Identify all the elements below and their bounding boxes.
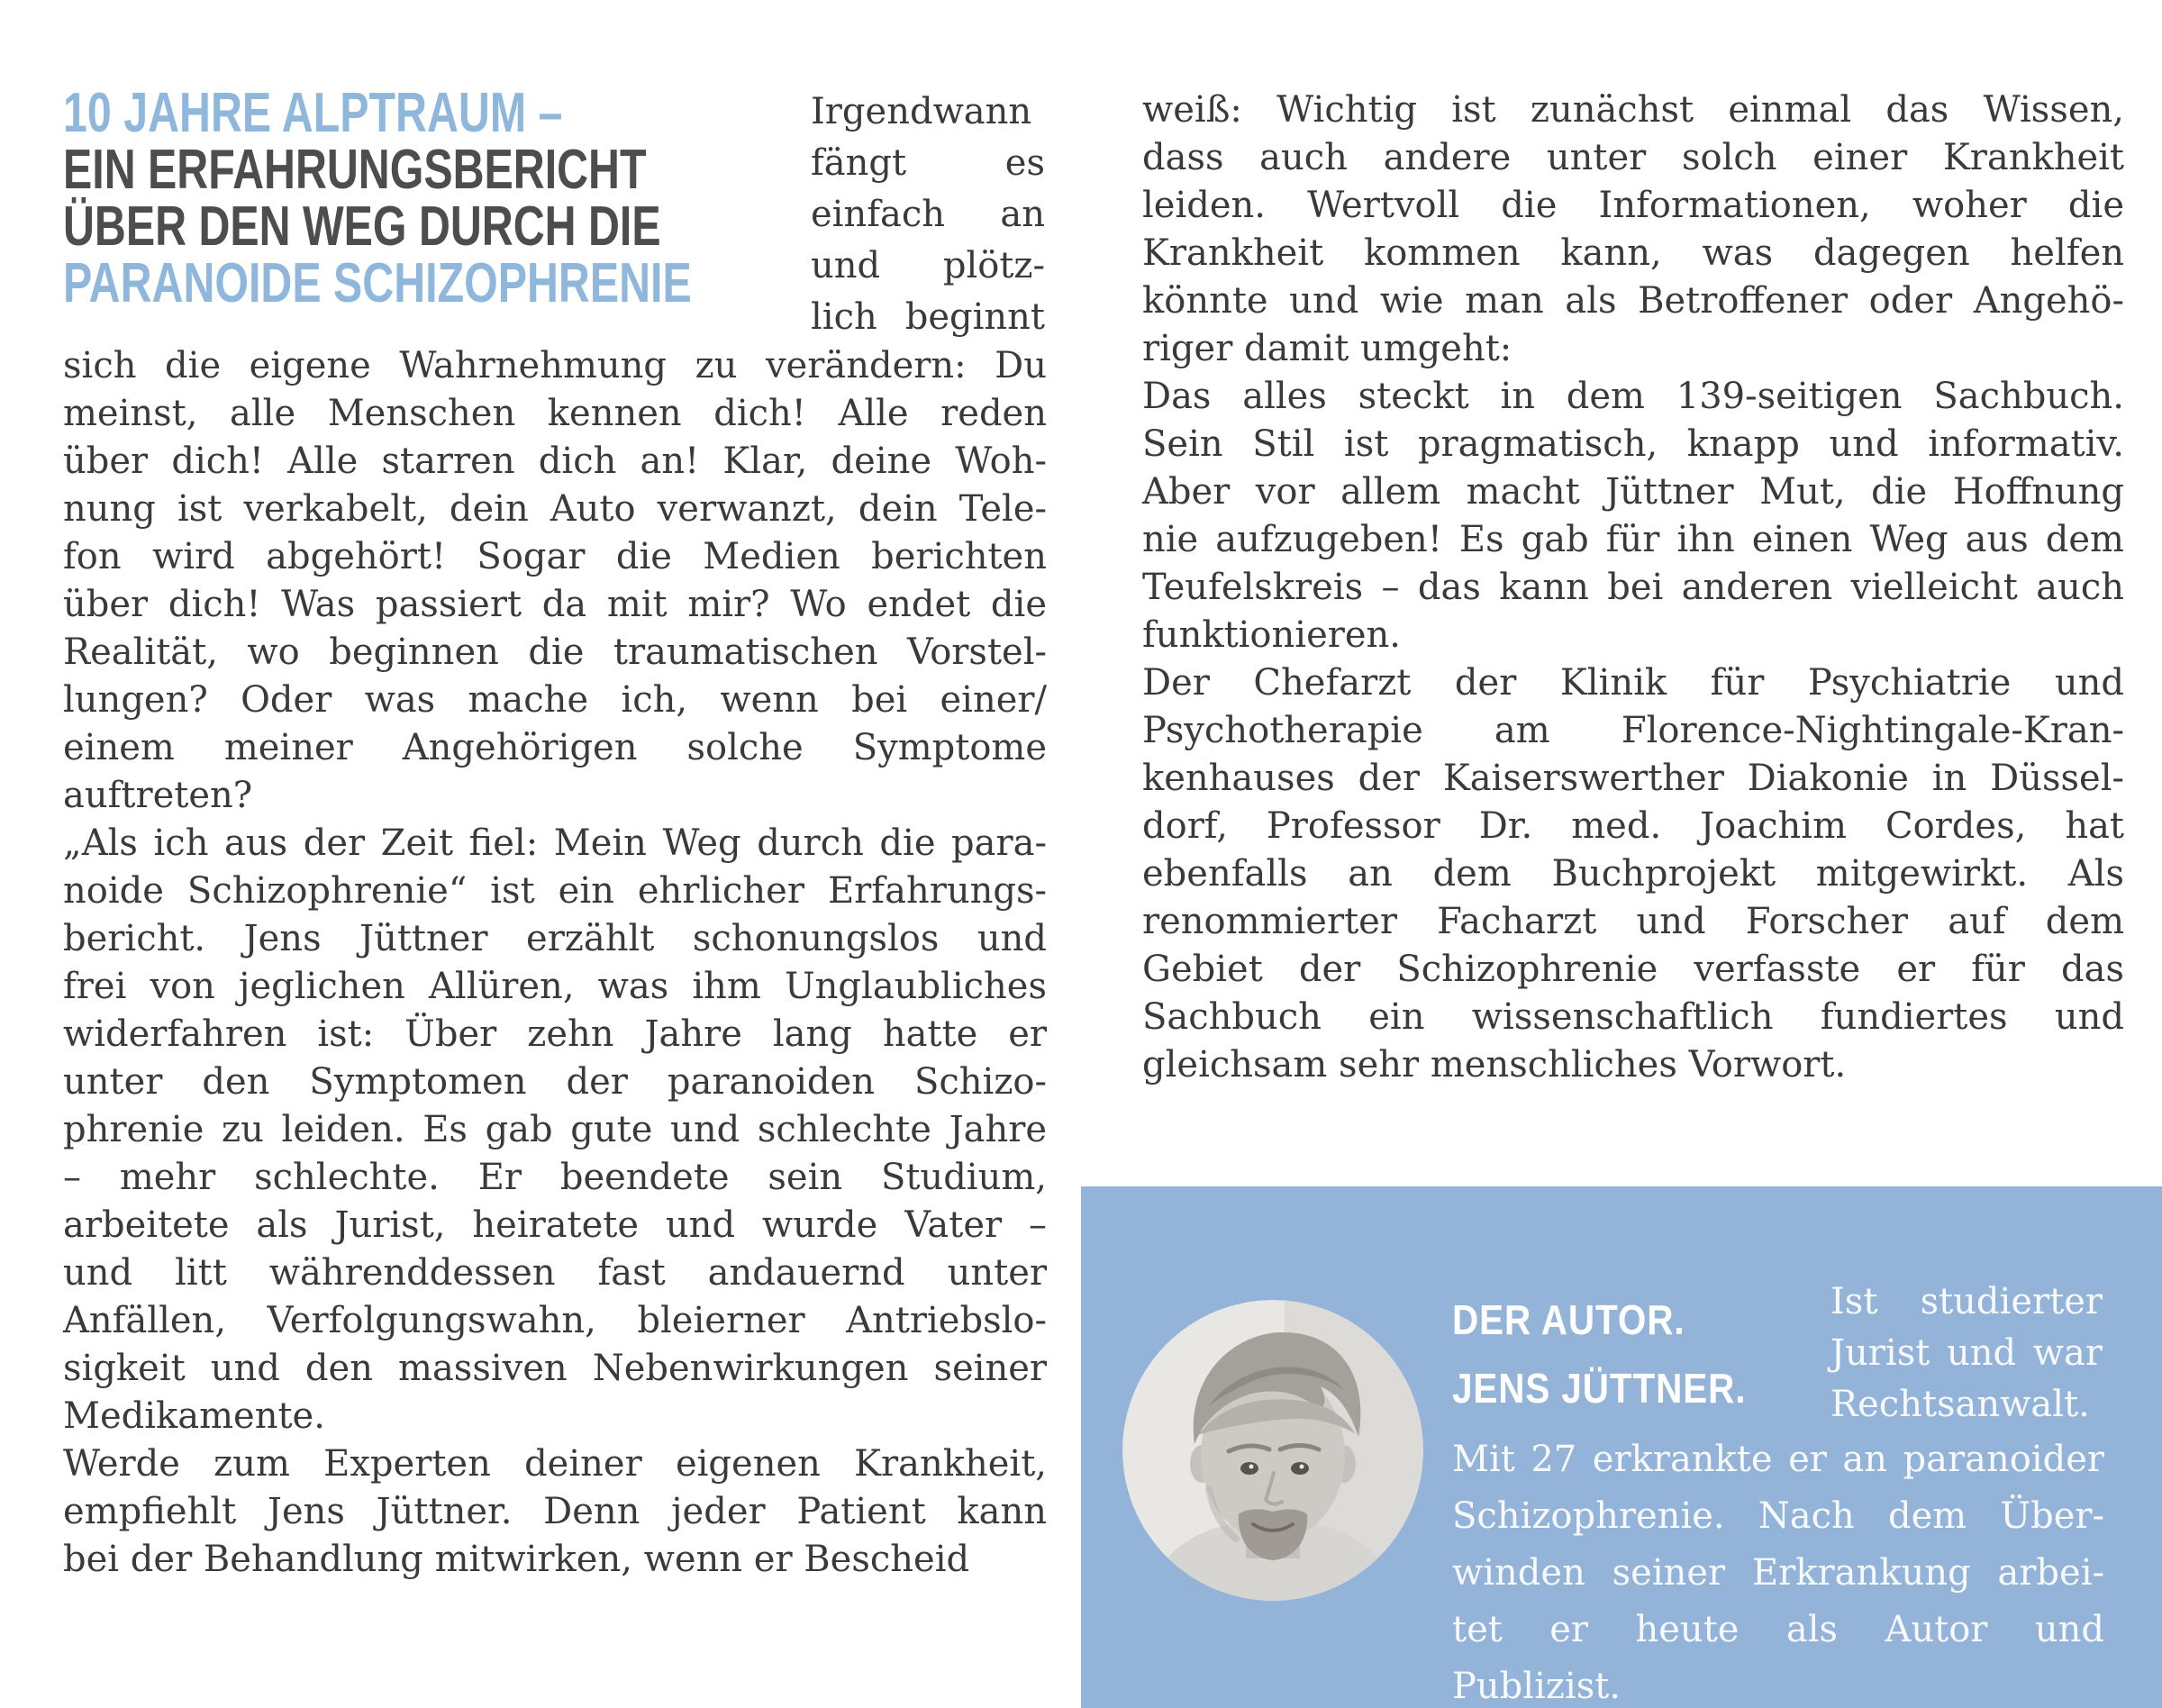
headline-line-3: ÜBER DEN WEG DURCH DIE bbox=[63, 195, 661, 258]
author-box-intro: Ist studierter Jurist und war Rechtsanwalt. bbox=[1830, 1281, 2103, 1425]
paragraph-symptoms: sich die eigene Wahrnehmung zu verändern: Du meinst, alle Menschen kennen dich! Alle reden über dich! Alle starren dich an! Klar, deine Woh- nung ist verkabelt, dein Auto verwanzt, dein Tele- fon wird abgehört! Sogar die Medien berichten über dich! Was passiert da mit mir? Wo endet die Realität, wo beginnen die traumatischen Vorstel- lungen? Oder was mache ich, wenn bei einer/ einem meiner Angehörigen solche Symptome auftreten? bbox=[63, 345, 1047, 816]
author-box-title-line-1: DER AUTOR. bbox=[1452, 1296, 1685, 1343]
headline-line-2: EIN ERFAHRUNGSBERICHT bbox=[63, 139, 647, 201]
paragraph-expert-advice: Werde zum Experten deiner eigenen Krankheit, empfiehlt Jens Jüttner. Denn jeder Patient kann bei der Behandlung mitwirken, wenn er Bescheid bbox=[63, 1443, 1047, 1580]
paragraph-chefarzt: Der Chefarzt der Klinik für Psychiatrie und Psychotherapie am Florence-Nightingale-Kran- kenhauses der Kaiserswerther Diakonie in Düssel- dorf, Professor Dr. med. Joachim Cordes, hat ebenfalls an dem Buchprojekt mitgewirkt. Als renommierter Facharzt und Forscher auf dem Gebiet der Schizophrenie verfasste er für das Sachbuch ein wissenschaftlich fundiertes und gleichsam sehr menschliches Vorwort. bbox=[1142, 662, 2124, 1086]
author-box-title-line-2: JENS JÜTTNER. bbox=[1452, 1365, 1747, 1412]
author-portrait-illustration bbox=[1122, 1300, 1423, 1601]
author-box-title bbox=[1452, 1286, 1786, 1422]
author-box-description: Mit 27 erkrankte er an paranoider Schizophrenie. Nach dem Über- winden seiner Erkrankung arbei- tet er heute als Autor und Publizist. bbox=[1452, 1439, 2104, 1707]
left-text-column bbox=[63, 342, 1047, 1584]
paragraph-sachbuch: Das alles steckt in dem 139-seitigen Sachbuch. Sein Stil ist pragmatisch, knapp und informativ. Aber vor allem macht Jüttner Mut, die Hoffnung nie aufzugeben! Es gab für ihn einen Weg aus dem Teufelskreis – das kann bei anderen vielleicht auch funktionieren. bbox=[1142, 376, 2124, 656]
headline-line-4: PARANOIDE SCHIZOPHRENIE bbox=[63, 252, 692, 314]
paragraph-knowledge: weiß: Wichtig ist zunächst einmal das Wissen, dass auch andere unter solch einer Krankheit leiden. Wertvoll die Informationen, woher die Krankheit kommen kann, was dagegen helfen könnte und wie man als Betroffener oder Angehö- riger damit umgeht: bbox=[1142, 89, 2124, 369]
headline-line-1: 10 JAHRE ALPTRAUM – bbox=[63, 82, 563, 144]
right-text-column bbox=[1142, 86, 2124, 1089]
author-box bbox=[1081, 1186, 2162, 1708]
author-photo bbox=[1122, 1300, 1423, 1601]
intro-wrap-column: Irgendwann fängt es einfach an und plötz- lich beginnt bbox=[811, 91, 1045, 338]
paragraph-book-report: „Als ich aus der Zeit fiel: Mein Weg durch die para- noide Schizophrenie“ ist ein ehrlicher Erfahrungs- bericht. Jens Jüttner erzählt schonungslos und frei von jeglichen Allüren, was ihm Unglaubliches widerfahren ist: Über zehn Jahre lang hatte er unter den Symptomen der paranoiden Schizo- phrenie zu leiden. Es gab gute und schlechte Jahre – mehr schlechte. Er beendete sein Studium, arbeitete als Jurist, heiratete und wurde Vater – und litt währenddessen fast andauernd unter Anfällen, Verfolgungswahn, bleierner Antriebslo- sigkeit und den massiven Nebenwirkungen seiner Medikamente. bbox=[63, 822, 1047, 1437]
